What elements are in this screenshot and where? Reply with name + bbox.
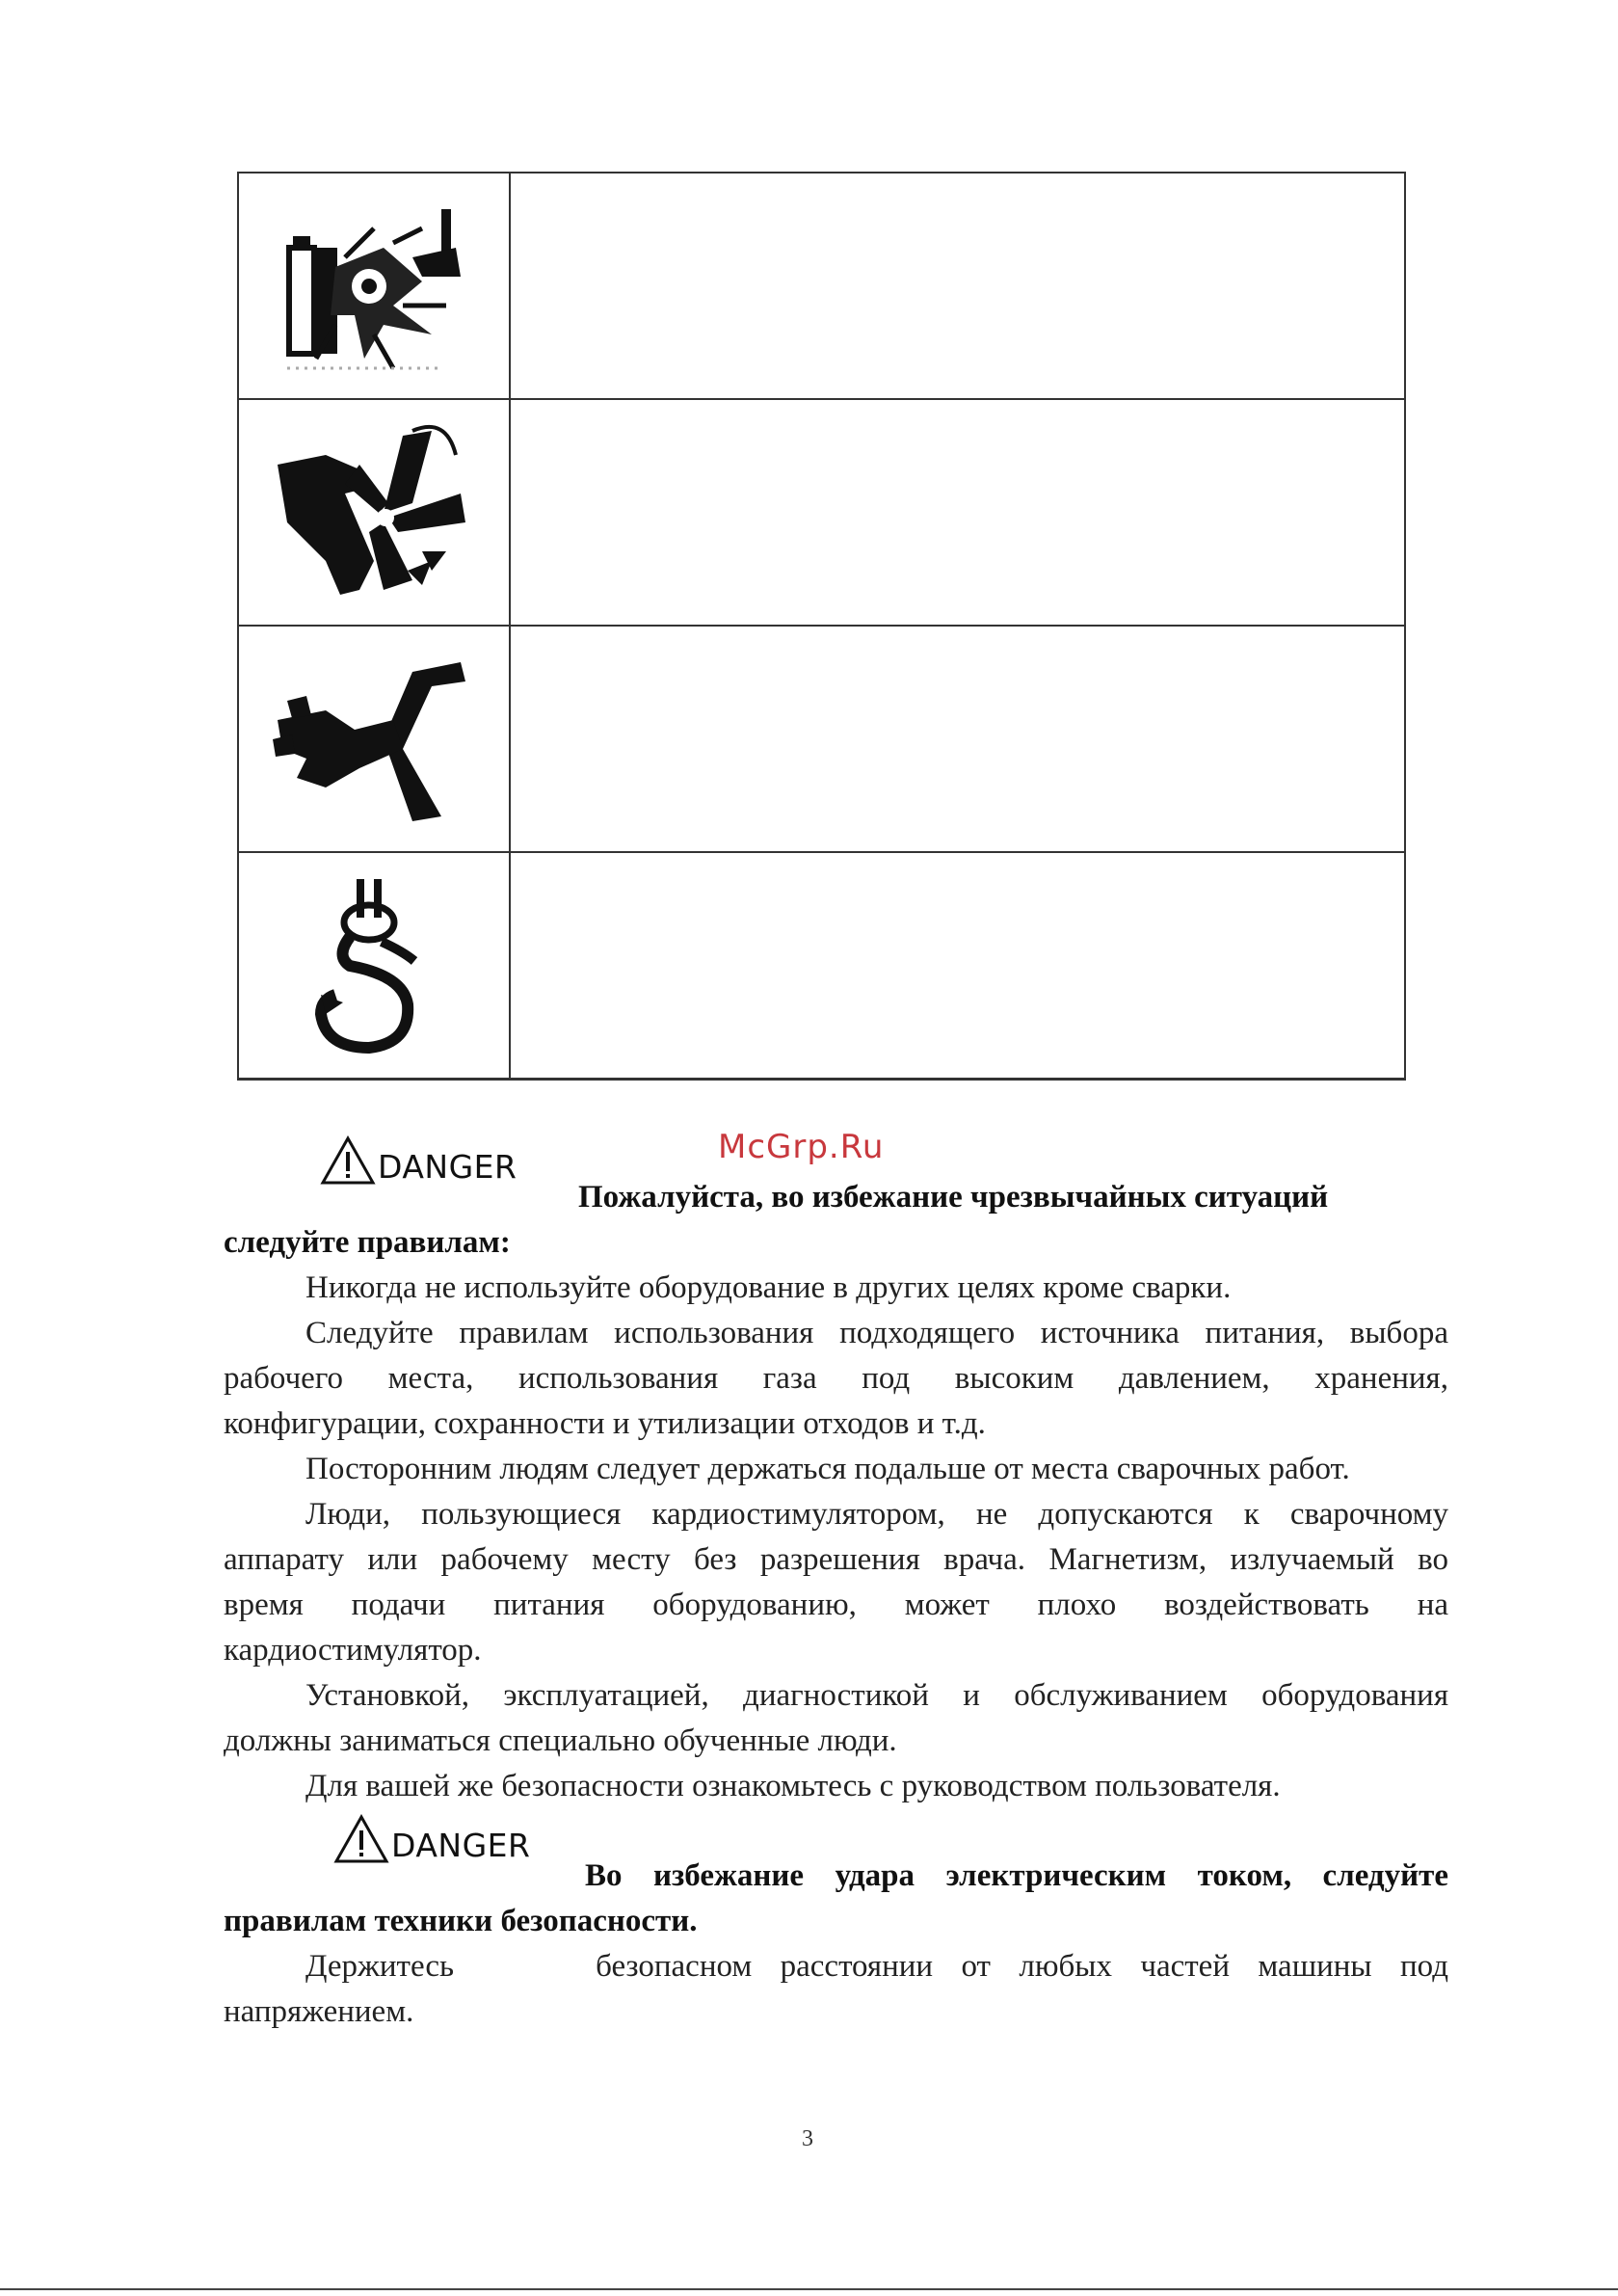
danger-label: [333, 1814, 530, 1864]
danger-label-text: DANGER: [378, 1148, 517, 1186]
paragraph: Следуйте правилам использования подходящего источника питания, выбора: [305, 1316, 1448, 1350]
paragraph: конфигурации, сохранности и утилизации отходов и т.д.: [224, 1406, 986, 1441]
section2-heading: Во избежание удара электрическим током, следуйте: [585, 1858, 1448, 1893]
table-column-divider: [509, 174, 511, 1079]
paragraph: Посторонним людям следует держаться подальше от места сварочных работ.: [305, 1452, 1350, 1486]
paragraph: рабочего места, использования газа под высоким давлением, хранения,: [224, 1361, 1448, 1396]
danger-label-text: DANGER: [391, 1827, 531, 1864]
section2-heading-cont: правилам техники безопасности.: [224, 1904, 698, 1938]
paragraph: Держитесь безопасном расстоянии от любых частей машины под: [305, 1949, 1448, 1984]
danger-label: [320, 1135, 517, 1186]
watermark: McGrp.Ru: [718, 1128, 885, 1166]
warning-triangle-icon: [320, 1135, 376, 1186]
page-bottom-rule: [0, 2288, 1618, 2290]
section1-heading: Пожалуйста, во избежание чрезвычайных ситуаций: [578, 1180, 1329, 1215]
paragraph: кардиостимулятор.: [224, 1633, 482, 1668]
hazard-row: [239, 174, 1404, 400]
hazard-row: [239, 400, 1404, 627]
paragraph: аппарату или рабочему месту без разрешения врача. Магнетизм, излучаемый во: [224, 1542, 1448, 1577]
hazard-icon-table: [237, 172, 1406, 1081]
paragraph: Для вашей же безопасности ознакомьтесь с руководством пользователя.: [305, 1769, 1281, 1803]
hazard-row: [239, 853, 1404, 1080]
paragraph: напряжением.: [224, 1994, 414, 2029]
hand-pinch-icon: [239, 627, 509, 851]
paragraph: должны заниматься специально обученные люди.: [224, 1723, 897, 1758]
paragraph: время подачи питания оборудованию, может плохо воздействовать на: [224, 1588, 1448, 1622]
hazard-row: [239, 627, 1404, 853]
page-number: 3: [802, 2126, 813, 2151]
section1-heading-cont: следуйте правилам:: [224, 1225, 511, 1260]
warning-triangle-icon: [333, 1814, 389, 1864]
paragraph: Никогда не используйте оборудование в других целях кроме сварки.: [305, 1270, 1232, 1305]
gas-cylinder-explosion-icon: [239, 174, 509, 398]
fan-hand-injury-icon: [239, 400, 509, 625]
paragraph: Люди, пользующиеся кардиостимулятором, не допускаются к сварочному: [305, 1497, 1448, 1532]
paragraph: Установкой, эксплуатацией, диагностикой и обслуживанием оборудования: [305, 1678, 1448, 1713]
crane-hook-icon: [239, 853, 509, 1078]
